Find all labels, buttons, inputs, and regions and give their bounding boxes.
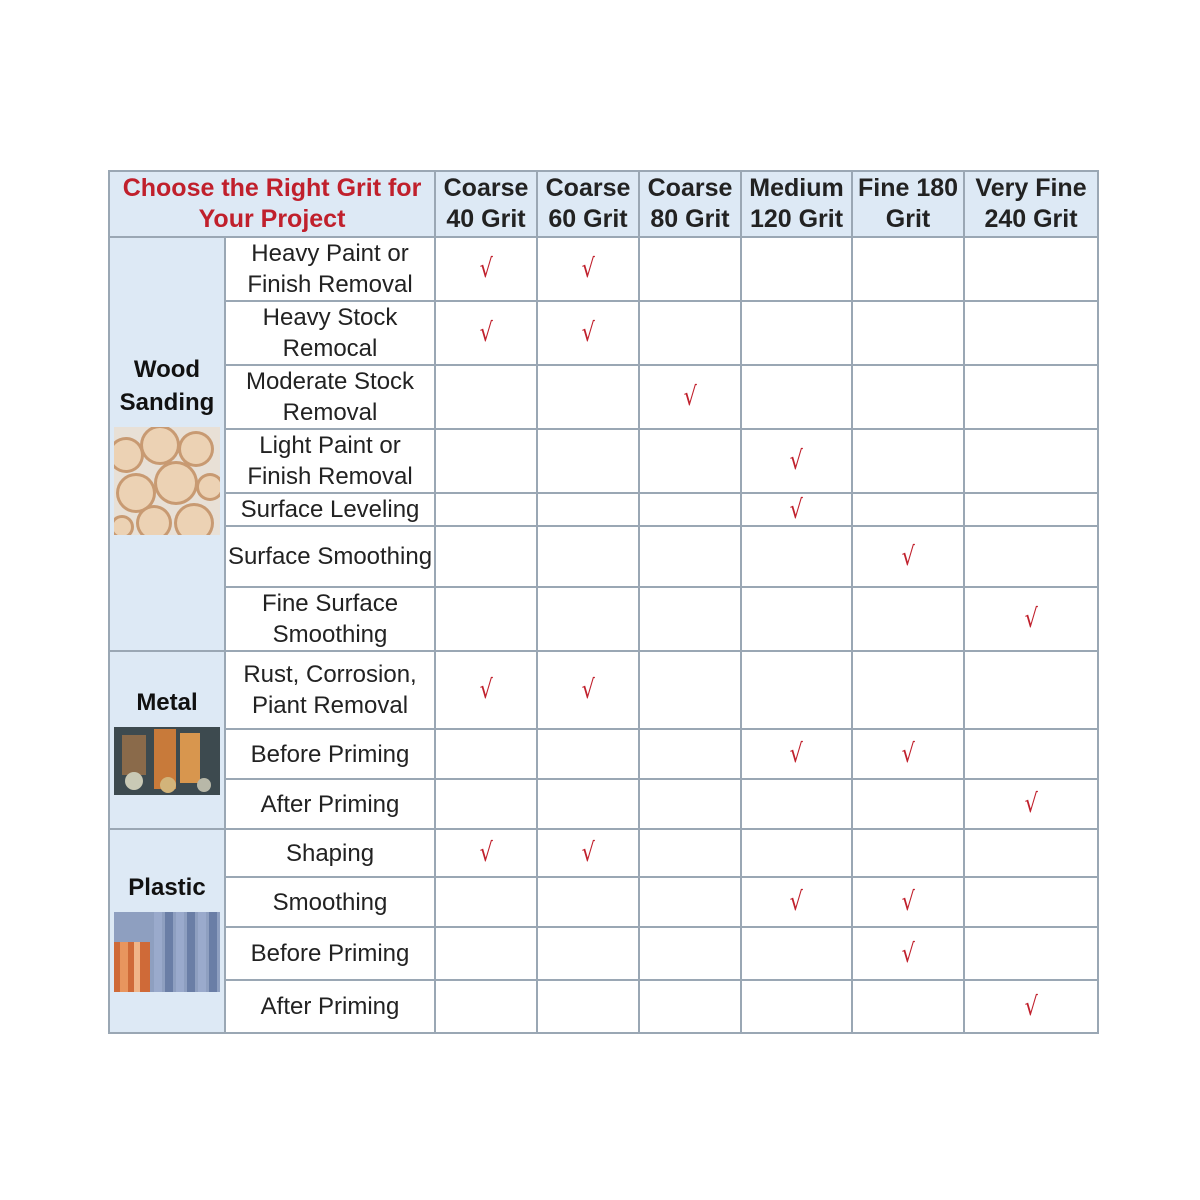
table-row	[109, 301, 1098, 365]
task-label: Heavy Stock Remocal	[225, 301, 435, 365]
grit-cell	[852, 365, 964, 429]
grit-cell	[537, 365, 639, 429]
grit-cell	[852, 587, 964, 651]
table-row	[109, 429, 1098, 493]
grit-cell	[964, 980, 1098, 1033]
category-cell	[109, 651, 225, 829]
checkmark-icon: √	[581, 838, 595, 868]
checkmark-icon: √	[581, 675, 595, 705]
grit-cell	[639, 526, 741, 587]
grit-cell	[639, 493, 741, 526]
task-label: Light Paint or Finish Removal	[225, 429, 435, 493]
grit-cell	[537, 877, 639, 927]
grit-cell	[964, 729, 1098, 779]
grit-cell	[852, 877, 964, 927]
grit-cell	[537, 587, 639, 651]
header-row	[109, 171, 1098, 237]
grit-cell	[435, 877, 537, 927]
table-row	[109, 877, 1098, 927]
grit-cell	[741, 729, 852, 779]
task-label: Rust, Corrosion, Piant Removal	[225, 651, 435, 729]
task-label: Surface Smoothing	[225, 526, 435, 587]
grit-cell	[964, 429, 1098, 493]
grit-cell	[639, 365, 741, 429]
grit-cell	[852, 301, 964, 365]
task-label: Shaping	[225, 829, 435, 877]
grit-cell	[639, 587, 741, 651]
grit-cell	[537, 980, 639, 1033]
grit-cell	[964, 587, 1098, 651]
task-label: Smoothing	[225, 877, 435, 927]
table-row	[109, 927, 1098, 980]
grit-selection-table	[108, 170, 1099, 1034]
task-label: Surface Leveling	[225, 493, 435, 526]
grit-cell	[852, 729, 964, 779]
grit-cell	[852, 651, 964, 729]
grit-cell	[537, 779, 639, 829]
grit-cell	[537, 651, 639, 729]
grit-cell	[537, 526, 639, 587]
task-label: Before Priming	[225, 729, 435, 779]
grit-cell	[741, 927, 852, 980]
table-row	[109, 980, 1098, 1033]
checkmark-icon: √	[789, 739, 804, 769]
checkmark-icon: √	[581, 318, 595, 348]
checkmark-icon: √	[1024, 604, 1038, 634]
category-cell	[109, 829, 225, 1033]
grit-cell	[639, 980, 741, 1033]
category-cell	[109, 237, 225, 651]
checkmark-icon: √	[479, 675, 493, 705]
table-row	[109, 729, 1098, 779]
grit-cell	[741, 877, 852, 927]
task-label: Fine Surface Smoothing	[225, 587, 435, 651]
grit-cell	[964, 877, 1098, 927]
grit-cell	[639, 429, 741, 493]
column-header: Very Fine 240 Grit	[964, 171, 1098, 237]
grit-cell	[964, 301, 1098, 365]
grit-cell	[435, 779, 537, 829]
grit-cell	[741, 651, 852, 729]
grit-cell	[537, 493, 639, 526]
grit-cell	[435, 587, 537, 651]
grit-cell	[537, 301, 639, 365]
checkmark-icon: √	[479, 838, 493, 868]
grit-cell	[852, 429, 964, 493]
grit-cell	[964, 829, 1098, 877]
plastic-pipes-icon	[114, 912, 220, 992]
category-label: Wood Sanding	[119, 356, 215, 416]
grit-cell	[537, 429, 639, 493]
grit-cell	[435, 365, 537, 429]
grit-cell	[852, 779, 964, 829]
grit-cell	[435, 651, 537, 729]
grit-cell	[537, 927, 639, 980]
table-title: Choose the Right Grit for Your Project	[109, 171, 435, 237]
grit-cell	[852, 927, 964, 980]
category-label: Metal	[136, 688, 198, 716]
grit-cell	[537, 729, 639, 779]
grit-cell	[741, 365, 852, 429]
grit-cell	[639, 779, 741, 829]
grit-cell	[435, 927, 537, 980]
grit-cell	[741, 829, 852, 877]
table-row	[109, 365, 1098, 429]
checkmark-icon: √	[901, 887, 915, 917]
checkmark-icon: √	[1024, 991, 1038, 1022]
grit-cell	[741, 980, 852, 1033]
table-row	[109, 779, 1098, 829]
grit-cell	[852, 829, 964, 877]
grit-cell	[435, 729, 537, 779]
grit-cell	[639, 927, 741, 980]
grit-cell	[435, 301, 537, 365]
grit-cell	[964, 651, 1098, 729]
checkmark-icon: √	[581, 254, 595, 284]
table-row	[109, 829, 1098, 877]
grit-cell	[537, 829, 639, 877]
grit-cell	[537, 237, 639, 301]
column-header: Coarse 80 Grit	[639, 171, 741, 237]
grit-cell	[741, 526, 852, 587]
grit-cell	[964, 526, 1098, 587]
checkmark-icon: √	[683, 382, 697, 412]
grit-cell	[639, 301, 741, 365]
grit-cell	[741, 429, 852, 493]
grit-cell	[435, 980, 537, 1033]
checkmark-icon: √	[901, 541, 915, 572]
task-label: Moderate Stock Removal	[225, 365, 435, 429]
checkmark-icon: √	[789, 887, 804, 917]
column-header: Fine 180 Grit	[852, 171, 964, 237]
task-label: After Priming	[225, 779, 435, 829]
grit-cell	[964, 237, 1098, 301]
task-label: After Priming	[225, 980, 435, 1033]
grit-cell	[639, 877, 741, 927]
task-label: Heavy Paint or Finish Removal	[225, 237, 435, 301]
grit-cell	[741, 587, 852, 651]
table-row	[109, 587, 1098, 651]
grit-cell	[639, 829, 741, 877]
table-row	[109, 493, 1098, 526]
grit-cell	[435, 526, 537, 587]
checkmark-icon: √	[901, 739, 915, 769]
table-row	[109, 526, 1098, 587]
grit-cell	[964, 365, 1098, 429]
column-header: Coarse 40 Grit	[435, 171, 537, 237]
grit-cell	[639, 729, 741, 779]
column-header: Coarse 60 Grit	[537, 171, 639, 237]
grit-cell	[964, 779, 1098, 829]
grit-cell	[852, 493, 964, 526]
grit-cell	[741, 237, 852, 301]
grit-cell	[435, 237, 537, 301]
grit-cell	[964, 493, 1098, 526]
checkmark-icon: √	[789, 446, 804, 476]
grit-cell	[639, 237, 741, 301]
grit-cell	[741, 301, 852, 365]
grit-cell	[852, 237, 964, 301]
grit-cell	[852, 980, 964, 1033]
wood-slices-icon	[114, 427, 220, 535]
checkmark-icon: √	[479, 318, 493, 348]
task-label: Before Priming	[225, 927, 435, 980]
checkmark-icon: √	[901, 938, 915, 969]
grit-cell	[964, 927, 1098, 980]
metal-parts-icon	[114, 727, 220, 795]
column-header: Medium 120 Grit	[741, 171, 852, 237]
checkmark-icon: √	[789, 494, 804, 525]
grit-cell	[741, 493, 852, 526]
table-row	[109, 651, 1098, 729]
table-row	[109, 237, 1098, 301]
checkmark-icon: √	[479, 254, 493, 284]
checkmark-icon: √	[1024, 789, 1038, 819]
category-label: Plastic	[128, 873, 206, 901]
grit-cell	[435, 829, 537, 877]
grit-cell	[741, 779, 852, 829]
grit-cell	[435, 429, 537, 493]
grit-cell	[852, 526, 964, 587]
grit-cell	[435, 493, 537, 526]
grit-cell	[639, 651, 741, 729]
